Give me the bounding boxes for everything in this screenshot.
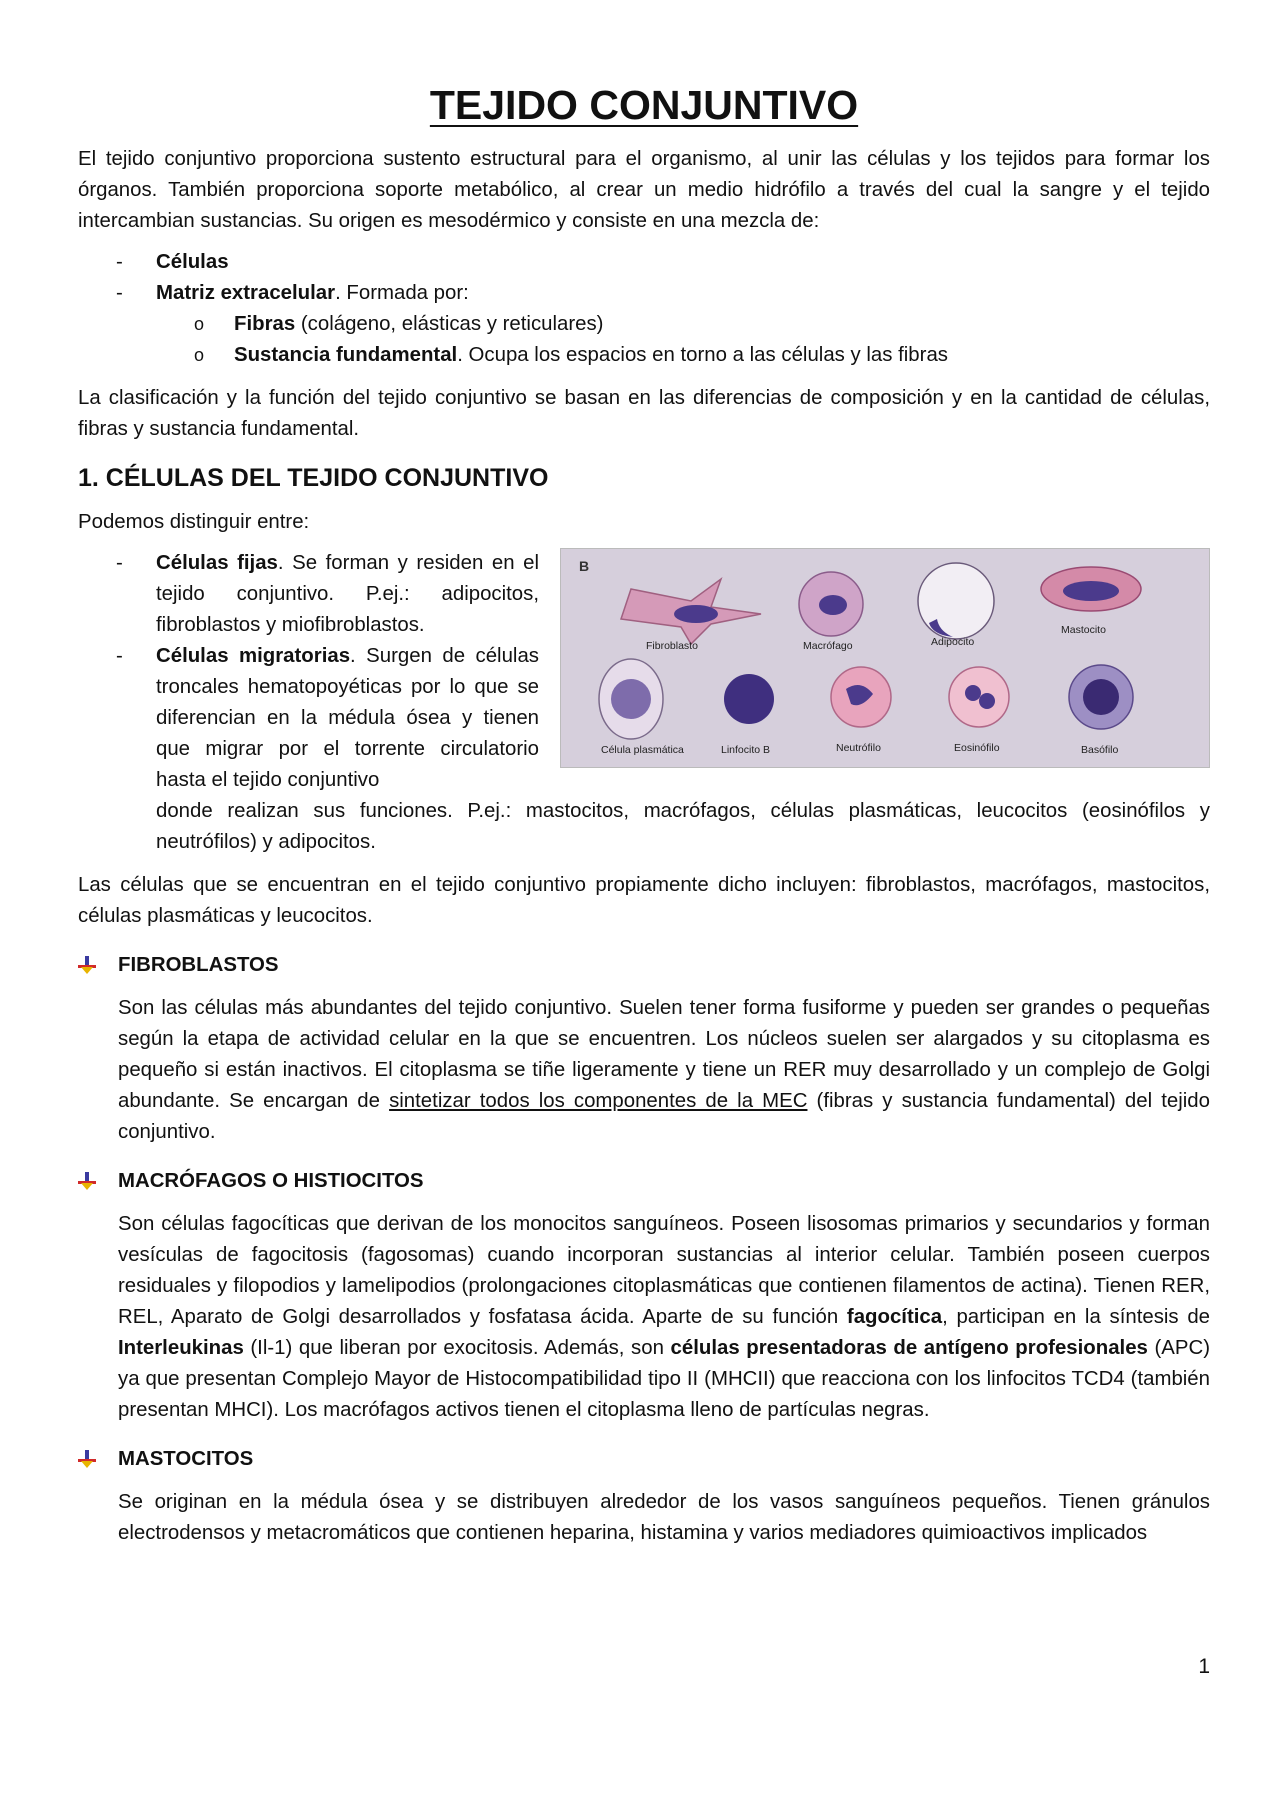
- list-item: [78, 278, 1210, 371]
- migratory-cells-text: . Surgen de células troncales hematopoyéticas por lo que se diferencian en la médula ósea y tienen que migrar por el torrente circulatorio hasta el tejido conjuntivo: [156, 645, 539, 791]
- mixture-matrix-text: . Formada por:: [335, 282, 469, 304]
- figure-label: Adipocito: [931, 636, 975, 648]
- macrofagos-heading-text: MACRÓFAGOS O HISTIOCITOS: [118, 1170, 424, 1192]
- sustancia-text: . Ocupa los espacios en torno a las células y las fibras: [457, 344, 948, 366]
- figure-panel-letter: B: [579, 558, 590, 574]
- fibroblastos-text-end: (fibras y sustancia fundamental) del tejido conjuntivo.: [118, 1090, 1210, 1143]
- sustancia-term: Sustancia fundamental: [234, 344, 458, 366]
- circle-bullet: o: [194, 345, 205, 365]
- dash-bullet: -: [116, 282, 123, 304]
- fibroblastos-heading-text: FIBROBLASTOS: [118, 954, 279, 976]
- mixture-cells: Células: [156, 251, 229, 273]
- fibroblastos-underlined-text: sintetizar todos los componentes de la MEC: [389, 1090, 808, 1112]
- macrofagos-text: (APC) ya que presentan Complejo Mayor de Histocompatibilidad tipo II (MHCII) que reacciona con los linfocitos TCD4 (también presentan MHCI). Los macrófagos activos tienen el citoplasma lleno de partículas negras.: [118, 1337, 1210, 1421]
- fixed-cells-term: Células fijas: [156, 552, 278, 574]
- mastocitos-body: Se originan en la médula ósea y se distribuyen alrededor de los vasos sanguíneos pequeños. Tienen gránulos electrodensos y metacromáticos que contienen heparina, histamina y varios mediadores quimioactivos implicados: [118, 1491, 1210, 1544]
- fibroblastos-heading: [78, 950, 1210, 981]
- dash-bullet: -: [116, 645, 123, 667]
- migratory-cells-continuation: donde realizan sus funciones. P.ej.: mastocitos, macrófagos, células plasmáticas, leucocitos (eosinófilos y neutrófilos) y adipocitos.: [156, 800, 1210, 853]
- macrofagos-text: (Il-1) que liberan por exocitosis. Además, son: [243, 1337, 671, 1359]
- figure-label: Eosinófilo: [954, 742, 1000, 754]
- dash-bullet: -: [116, 251, 123, 273]
- figure-label: Mastocito: [1061, 624, 1106, 636]
- cells-block: [78, 548, 1210, 858]
- macrofagos-bold: Interleukinas: [118, 1337, 244, 1359]
- list-item: [78, 641, 1210, 858]
- mastocitos-heading: [78, 1444, 1210, 1475]
- list-item: [156, 340, 1210, 371]
- circle-bullet: o: [194, 314, 205, 334]
- page-number: 1: [1198, 1655, 1210, 1678]
- classification-paragraph: La clasificación y la función del tejido conjuntivo se basan en las diferencias de composición y en la cantidad de células, fibras y sustancia fundamental.: [78, 387, 1210, 440]
- list-item: [78, 548, 1210, 641]
- figure-label: Neutrófilo: [836, 742, 881, 754]
- figure-label: Fibroblasto: [646, 640, 698, 652]
- fibras-text: (colágeno, elásticas y reticulares): [295, 313, 604, 335]
- cell-types-list: [78, 548, 1210, 858]
- document-title: TEJIDO CONJUNTIVO: [429, 82, 859, 128]
- page-content: [78, 80, 1210, 1549]
- section-heading: 1. CÉLULAS DEL TEJIDO CONJUNTIVO: [78, 464, 549, 492]
- mixture-matrix: Matriz extracelular: [156, 282, 336, 304]
- macrofagos-body: [78, 1209, 1210, 1426]
- list-item: [156, 309, 1210, 340]
- arrow-down-bullet-icon: [78, 1450, 96, 1468]
- macrofagos-heading: [78, 1166, 1210, 1197]
- mastocitos-heading-text: MASTOCITOS: [118, 1448, 254, 1470]
- arrow-down-bullet-icon: [78, 1172, 96, 1190]
- section-lead: Podemos distinguir entre:: [78, 511, 310, 533]
- arrow-down-bullet-icon: [78, 956, 96, 974]
- cells-summary-paragraph: Las células que se encuentran en el tejido conjuntivo propiamente dicho incluyen: fibroblastos, macrófagos, mastocitos, células plasmáticas y leucocitos.: [78, 874, 1210, 927]
- macrofagos-bold: fagocítica: [846, 1306, 943, 1328]
- migratory-cells-term: Células migratorias: [156, 645, 351, 667]
- fibras-term: Fibras: [234, 313, 296, 335]
- figure-label: Macrófago: [803, 640, 853, 652]
- fibroblastos-text: Son las células más abundantes del tejido conjuntivo. Suelen tener forma fusiforme y pueden ser grandes o pequeñas según la etapa de actividad celular en la que se encuentren. Los núcleos suelen ser alargados y su citoplasma es pequeño si están inactivos. El citoplasma se tiñe ligeramente y tiene un RER muy desarrollado y un complejo de Golgi abundante. Se encargan de: [118, 997, 1210, 1112]
- macrofagos-text: Son células fagocíticas que derivan de los monocitos sanguíneos. Poseen lisosomas primarios y secundarios y forman vesículas de fagocitosis (fagosomas) cuando incorporan sustancias al interior celular. También poseen cuerpos residuales y filopodios y lamelipodios (prolongaciones citoplasmáticas que contienen filamentos de actina). Tienen RER, REL, Aparato de Golgi desarrollados y fosfatasa ácida. Aparte de su función: [118, 1213, 1210, 1328]
- list-item: [78, 247, 1210, 278]
- dash-bullet: -: [116, 552, 123, 574]
- intro-paragraph: El tejido conjuntivo proporciona sustento estructural para el organismo, al unir las células y los tejidos para formar los órganos. También proporciona soporte metabólico, al crear un medio hidrófilo a través del cual la sangre y el tejido intercambian sustancias. Su origen es mesodérmico y consiste en una mezcla de:: [78, 148, 1210, 232]
- figure-label: Basófilo: [1081, 744, 1119, 756]
- fixed-cells-text: . Se forman y residen en el tejido conjuntivo. P.ej.: adipocitos, fibroblastos y miofibroblastos.: [156, 552, 539, 636]
- figure-label: Linfocito B: [721, 744, 771, 756]
- macrofagos-text: , participan en la síntesis de: [942, 1306, 1210, 1328]
- figure-label: Célula plasmática: [601, 744, 684, 756]
- matrix-sublist: [156, 309, 1210, 371]
- fibroblastos-body: [78, 993, 1210, 1148]
- macrofagos-bold: células presentadoras de antígeno profesionales: [670, 1337, 1148, 1359]
- mixture-list: [78, 247, 1210, 371]
